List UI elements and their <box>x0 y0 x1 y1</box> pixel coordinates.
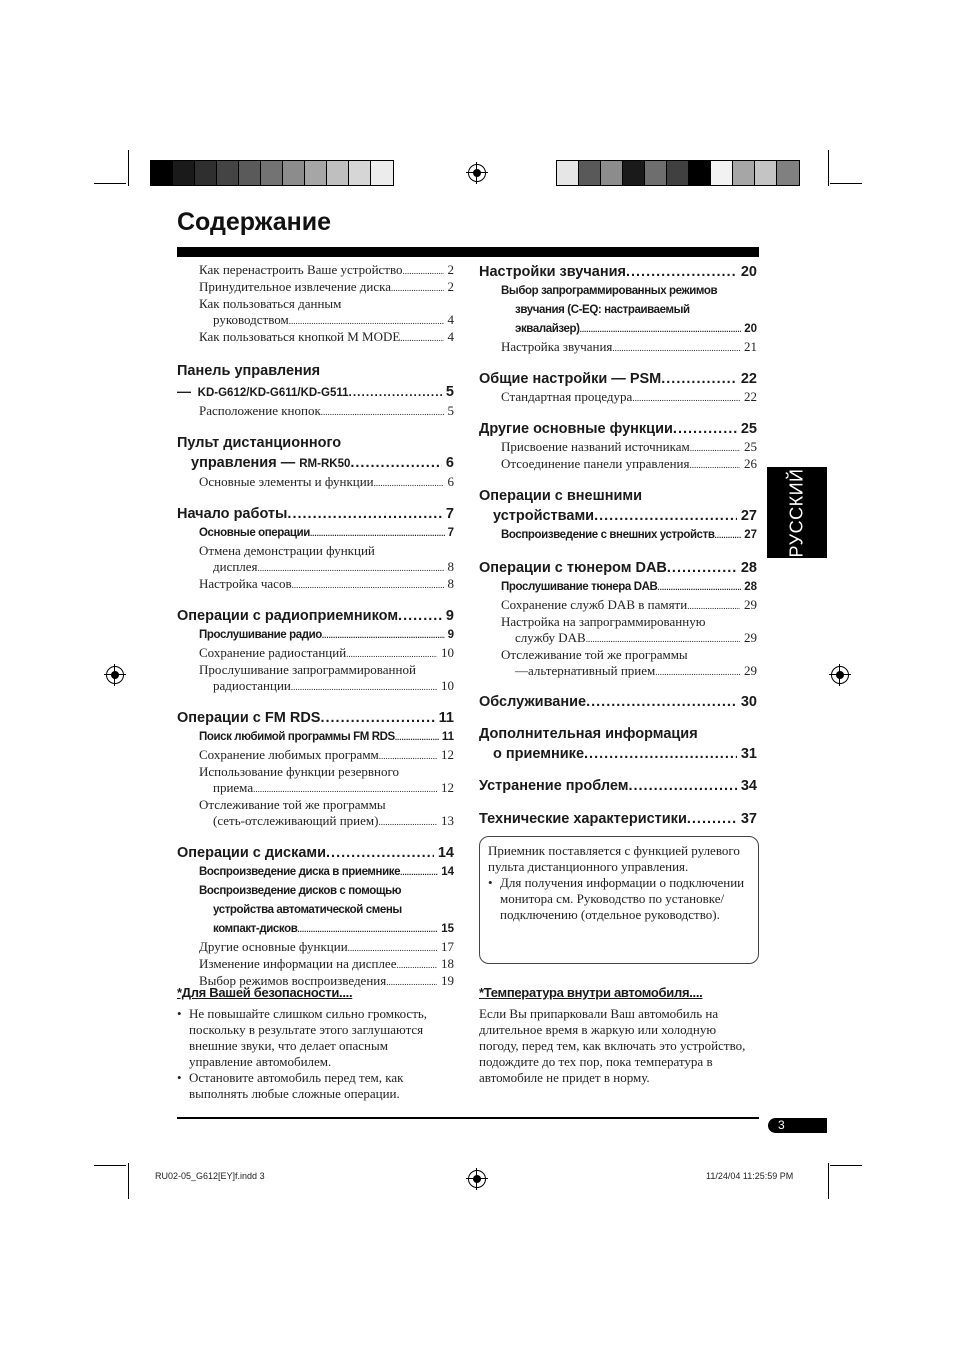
crop-mark <box>128 150 129 186</box>
toc-entry[interactable]: Выбор режимов воспроизведения ..... 19 <box>177 973 454 990</box>
color-swatch <box>239 161 261 185</box>
toc-section-radio <box>177 606 454 695</box>
color-swatch <box>327 161 349 185</box>
toc-left-column <box>177 262 454 990</box>
toc-entry[interactable]: Отсоединение панели управления ..... 26 <box>479 456 757 473</box>
color-swatch <box>283 161 305 185</box>
toc-subheading[interactable]: Прослушивание радио ..... 9 <box>177 626 454 645</box>
toc-right-column <box>479 262 757 829</box>
crop-mark <box>830 183 862 184</box>
toc-entry[interactable]: Присвоение названий источникам ..... 25 <box>479 439 757 456</box>
toc-entry[interactable]: Изменение информации на дисплее ..... 18 <box>177 956 454 973</box>
toc-entry[interactable]: службу DAB ..... 29 <box>479 630 757 647</box>
note-text: Для получения информации о подключении монитора см. Руководство по установке/подключению (отдельное руководство). <box>500 875 745 922</box>
language-tab: РУССКИЙ <box>767 467 827 558</box>
color-swatch <box>755 161 777 185</box>
toc-entry[interactable]: —альтернативный прием ..... 29 <box>479 663 757 680</box>
toc-heading[interactable]: управления — RM-RK50 ..... 6 <box>177 453 454 474</box>
safety-heading: *Для Вашей безопасности.... <box>177 985 353 1000</box>
color-swatch <box>645 161 667 185</box>
toc-subheading[interactable]: Выбор запрограммированных режимов <box>501 285 718 297</box>
color-swatch <box>349 161 371 185</box>
toc-subheading[interactable]: устройства автоматической смены <box>213 904 402 916</box>
toc-entry[interactable]: Сохранение радиостанций ..... 10 <box>177 645 454 662</box>
toc-heading[interactable]: — KD-G612/KD-G611/KD-G511 ..... 5 <box>177 381 454 403</box>
toc-section-maintenance <box>479 692 757 712</box>
toc-section-disc <box>177 843 454 990</box>
safety-item: • Остановите автомобиль перед тем, как выполнять любые сложные операции. <box>177 1070 404 1101</box>
color-calibration-bar-left <box>150 160 394 186</box>
toc-section-receiver <box>479 724 757 764</box>
toc-heading[interactable]: Устранение проблем ..... 34 <box>479 776 757 796</box>
crop-mark <box>94 1165 126 1166</box>
note-bullet-item: • Для получения информации о подключении монитора см. Руководство по установке/подключению (отдельное руководство). <box>488 875 750 923</box>
toc-subheading[interactable]: Прослушивание тюнера DAB ..... 28 <box>479 578 757 597</box>
color-swatch <box>601 161 623 185</box>
toc-subheading[interactable]: эквалайзер) ..... 20 <box>479 320 757 339</box>
toc-entry[interactable]: Отслеживание той же программы <box>199 797 386 812</box>
color-swatch <box>711 161 733 185</box>
toc-entry[interactable]: Отмена демонстрации функций <box>199 543 375 558</box>
toc-entry[interactable]: приема ..... 12 <box>177 780 454 797</box>
toc-section-start <box>177 504 454 593</box>
color-swatch <box>371 161 393 185</box>
toc-entry[interactable]: Как пользоваться кнопкой M MODE ..... 4 <box>177 329 454 346</box>
toc-entry[interactable]: радиостанции ..... 10 <box>177 678 454 695</box>
toc-section-specs <box>479 809 757 829</box>
toc-heading[interactable]: о приемнике ..... 31 <box>479 744 757 764</box>
toc-subheading[interactable]: Воспроизведение диска в приемнике ..... 14 <box>177 863 454 882</box>
toc-heading[interactable]: Начало работы ..... 7 <box>177 504 454 524</box>
toc-heading[interactable]: устройствами ..... 27 <box>479 506 757 526</box>
temperature-heading: *Температура внутри автомобиля.... <box>479 985 703 1000</box>
color-swatch <box>217 161 239 185</box>
toc-entry[interactable]: Принудительное извлечение диска ..... 2 <box>177 279 454 296</box>
toc-subheading[interactable]: звучания (C-EQ: настраиваемый <box>515 304 690 316</box>
toc-heading[interactable]: Технические характеристики ..... 37 <box>479 809 757 829</box>
toc-entry[interactable]: руководством ..... 4 <box>177 312 454 329</box>
color-swatch <box>733 161 755 185</box>
color-swatch <box>689 161 711 185</box>
color-swatch <box>623 161 645 185</box>
registration-mark-icon <box>831 666 849 684</box>
toc-subheading[interactable]: Воспроизведение дисков с помощью <box>199 885 402 897</box>
page-title: Содержание <box>177 208 332 236</box>
crop-mark <box>128 1163 129 1199</box>
color-swatch <box>777 161 799 185</box>
slug-datetime: 11/24/04 11:25:59 PM <box>706 1171 794 1181</box>
toc-entry[interactable]: дисплея ..... 8 <box>177 559 454 576</box>
safety-item: • Не повышайте слишком сильно громкость, поскольку в результате этого заглушаются внешние звуки, что делает опасным управление автомобилем. <box>177 1006 428 1069</box>
page-number: 3 <box>778 1118 785 1132</box>
toc-heading[interactable]: Другие основные функции ..... 25 <box>479 419 757 439</box>
toc-subheading[interactable]: Основные операции ..... 7 <box>177 524 454 543</box>
toc-heading[interactable]: Пульт дистанционного <box>177 435 342 451</box>
toc-heading[interactable]: Настройки звучания ..... 20 <box>479 262 757 282</box>
toc-entry[interactable]: Сохранение любимых программ ..... 12 <box>177 747 454 764</box>
toc-section-trouble <box>479 776 757 796</box>
toc-entry[interactable]: Прослушивание запрограммированной <box>199 662 416 677</box>
info-note-box <box>479 836 759 964</box>
page-number-tab <box>768 1118 827 1133</box>
color-swatch <box>195 161 217 185</box>
toc-heading[interactable]: Дополнительная информация <box>479 726 698 742</box>
toc-entry[interactable]: Расположение кнопок ..... 5 <box>177 403 454 420</box>
toc-entry[interactable]: Другие основные функции ..... 17 <box>177 939 454 956</box>
toc-section-dab <box>479 558 757 680</box>
crop-mark <box>94 183 126 184</box>
toc-intro-section <box>177 262 454 346</box>
toc-entry[interactable]: Настройка часов ..... 8 <box>177 576 454 593</box>
temperature-text: Если Вы припарковали Ваш автомобиль на длительное время в жаркую или холодную погоду, перед тем, как включать это устройство, подождите до тех пор, пока температура в автомобиле не придет в норму. <box>479 1006 746 1085</box>
toc-section-remote <box>177 433 454 491</box>
safety-list <box>177 1006 454 1102</box>
toc-entry[interactable]: Как пользоваться данным <box>199 296 342 311</box>
toc-entry[interactable]: (сеть-отслеживающий прием) ..... 13 <box>177 813 454 830</box>
color-calibration-bar-right <box>556 160 800 186</box>
toc-entry[interactable]: Использование функции резервного <box>199 764 400 779</box>
toc-entry[interactable]: Настройка на запрограммированную <box>501 614 706 629</box>
toc-entry[interactable]: Отслеживание той же программы <box>501 647 688 662</box>
toc-heading[interactable]: Операции с дисками ..... 14 <box>177 843 454 863</box>
toc-section-sound <box>479 262 757 356</box>
toc-subheading[interactable]: Поиск любимой программы FM RDS ..... 11 <box>177 728 454 747</box>
registration-mark-icon <box>468 164 486 182</box>
toc-entry[interactable]: Стандартная процедура ..... 22 <box>479 389 757 406</box>
toc-section-external <box>479 486 757 545</box>
toc-subheading[interactable]: компакт-дисков ..... 15 <box>177 920 454 939</box>
color-swatch <box>667 161 689 185</box>
color-swatch <box>557 161 579 185</box>
bottom-rule <box>177 1117 759 1119</box>
color-swatch <box>261 161 283 185</box>
toc-heading[interactable]: Панель управления <box>177 363 321 379</box>
toc-subheading[interactable]: Воспроизведение с внешних устройств ..... 27 <box>479 526 757 545</box>
toc-section-other <box>479 419 757 473</box>
toc-heading[interactable]: Операции с радиоприемником ..... 9 <box>177 606 454 626</box>
toc-section-panel <box>177 361 454 420</box>
crop-mark <box>828 150 829 186</box>
title-rule <box>177 247 759 257</box>
color-swatch <box>173 161 195 185</box>
registration-mark-icon <box>106 666 124 684</box>
toc-entry[interactable]: Настройка звучания ..... 21 <box>479 339 757 356</box>
toc-section-psm <box>479 369 757 406</box>
color-swatch <box>305 161 327 185</box>
crop-mark <box>828 1163 829 1199</box>
toc-entry[interactable]: Сохранение служб DAB в памяти ..... 29 <box>479 597 757 614</box>
toc-entry[interactable]: Как перенастроить Ваше устройство ..... 2 <box>177 262 454 279</box>
color-swatch <box>151 161 173 185</box>
toc-section-rds <box>177 708 454 830</box>
slug-file: RU02-05_G612[EY]f.indd 3 <box>155 1171 265 1181</box>
crop-mark <box>830 1165 862 1166</box>
note-text: Приемник поставляется с функцией рулевого пульта дистанционного управления. <box>488 843 740 874</box>
toc-heading[interactable]: Общие настройки — PSM ..... 22 <box>479 369 757 389</box>
toc-heading[interactable]: Операции с FM RDS ..... 11 <box>177 708 454 728</box>
toc-heading[interactable]: Операции с внешними <box>479 488 643 504</box>
toc-heading[interactable]: Операции с тюнером DAB ..... 28 <box>479 558 757 578</box>
toc-heading[interactable]: Обслуживание ..... 30 <box>479 692 757 712</box>
color-swatch <box>579 161 601 185</box>
registration-mark-icon <box>468 1170 486 1188</box>
toc-entry[interactable]: Основные элементы и функции ..... 6 <box>177 474 454 491</box>
